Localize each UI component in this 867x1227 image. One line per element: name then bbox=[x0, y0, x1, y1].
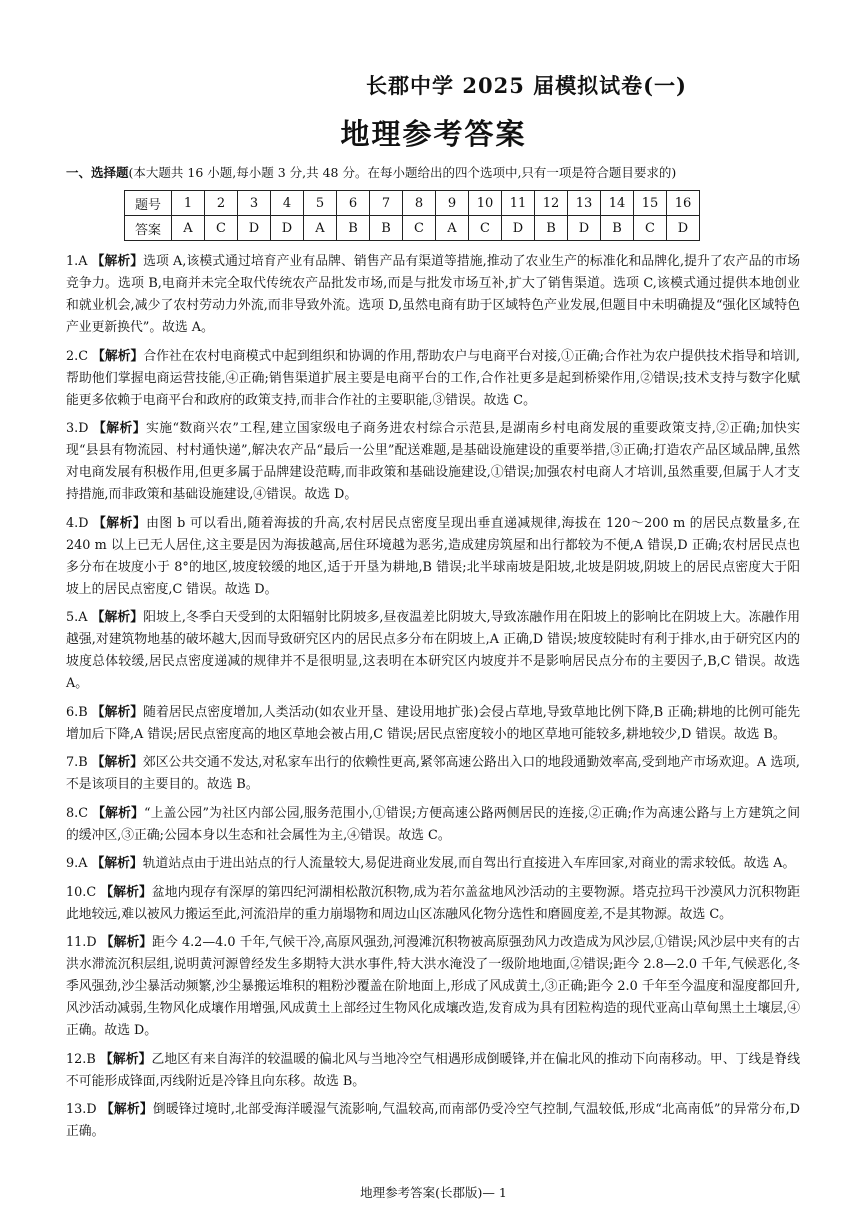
answer-cell: B bbox=[535, 216, 568, 241]
question-number-cell: 9 bbox=[436, 191, 469, 216]
answer-cell: B bbox=[370, 216, 403, 241]
question-number-cell: 6 bbox=[337, 191, 370, 216]
section-label: 一、选择题 bbox=[66, 165, 129, 180]
item-text: 轨道站点由于进出站点的行人流量较大,易促进商业发展,而自驾出行直接进入车库回家,对商业的需求较低。故选 A。 bbox=[142, 856, 796, 871]
question-number-cell: 3 bbox=[238, 191, 271, 216]
explanation-item bbox=[66, 418, 800, 506]
explanation-item bbox=[66, 251, 800, 339]
item-number: 2.C bbox=[66, 348, 89, 364]
question-number-cell: 10 bbox=[469, 191, 502, 216]
answer-cell: D bbox=[271, 216, 304, 241]
item-text: 合作社在农村电商模式中起到组织和协调的作用,帮助农户与电商平台对接,①正确;合作社为农户提供技术指导和培训,帮助他们掌握电商运营技能,④正确;销售渠道扩展主要是电商平台的工作,合作社更多是起到桥梁作用,②错误;技术支持与数字化赋能更多依赖于电商平台和政府的政策支持,而非合作社的主要职能,③错误。故选 C。 bbox=[66, 348, 800, 408]
explanation-list bbox=[66, 251, 800, 1150]
answer-cell: C bbox=[403, 216, 436, 241]
item-tag: 【解析】 bbox=[92, 348, 144, 364]
explanation-item bbox=[66, 346, 800, 412]
explanation-item bbox=[66, 702, 800, 746]
page-title: 地理参考答案 bbox=[340, 117, 527, 151]
item-text: 由图 b 可以看出,随着海拔的升高,农村居民点密度呈现出垂直递减规律,海拔在 120～200 m 的居民点数量多,在 240 m 以上已无人居住,这主要是因为海拔越高,居住环境越为恶劣,造成建房筑屋和出行都较为不便,A 错误,D 正确;农村居民点也多分布在坡度小于 8°的地区,坡度较缓的地区,适于开垦为耕地,B 错误;北半球南坡是阳坡,北坡是阴坡,阴坡上的居民点密度大于阳坡上的居民点密度,C 错误。故选 D。 bbox=[66, 515, 800, 597]
answer-cell: D bbox=[568, 216, 601, 241]
item-number: 10.C bbox=[66, 884, 97, 900]
item-number: 9.A bbox=[66, 856, 88, 871]
item-number: 6.B bbox=[66, 704, 88, 720]
item-number: 5.A bbox=[66, 610, 88, 625]
row-label-number: 题号 bbox=[125, 191, 172, 216]
item-tag: 【解析】 bbox=[91, 856, 143, 871]
item-tag: 【解析】 bbox=[91, 610, 144, 625]
explanation-item bbox=[66, 513, 800, 601]
item-number: 8.C bbox=[66, 805, 89, 821]
explanation-item bbox=[66, 853, 800, 875]
item-text: 选项 A,该模式通过培育产业有品牌、销售产品有渠道等措施,推动了农业生产的标准化和品牌化,提升了农产品的市场竞争力。选项 B,电商并未完全取代传统农产品批发市场,而是与批发市场互补,扩大了销售渠道。选项 C,该模式通过提供本地创业和就业机会,减少了农村劳动力外流,而非导致外流。选项 D,虽然电商有助于区域特色产业发展,但题目中未明确提及“强化区域特色产业更新换代”。故选 A。 bbox=[66, 254, 801, 335]
item-number: 4.D bbox=[66, 515, 89, 531]
item-tag: 【解析】 bbox=[99, 1051, 152, 1067]
item-text: 倒暖锋过境时,北部受海洋暖湿气流影响,气温较高,而南部仍受冷空气控制,气温较低,形成“北高南低”的异常分布,D 正确。 bbox=[66, 1102, 800, 1139]
item-text: “上盖公园”为社区内部公园,服务范围小,①错误;方便高速公路两侧居民的连接,②正确;作为高速公路与上方建筑之间的缓冲区,③正确;公园本身以生态和社会属性为主,④错误。故选 C。 bbox=[66, 805, 800, 843]
exam-subtitle: 长郡中学 2025 届模拟试卷(一) bbox=[366, 73, 687, 98]
answer-table-answer-row bbox=[125, 216, 700, 241]
item-number: 1.A bbox=[66, 254, 88, 269]
explanation-item bbox=[66, 932, 800, 1042]
question-number-cell: 13 bbox=[568, 191, 601, 216]
explanation-item bbox=[66, 1099, 800, 1143]
question-number-cell: 1 bbox=[172, 191, 205, 216]
item-text: 实施“数商兴农”工程,建立国家级电子商务进农村综合示范县,是湖南乡村电商发展的重要政策支持,②正确;加快实现“县县有物流园、村村通快递”,解决农产品“最后一公里”配送难题,是基础设施建设的重要举措,③正确;打造农产品区域品牌,虽然对电商发展有积极作用,但更多属于品牌建设范畴,而非政策和基础设施建设,①错误;加强农村电商人才培训,虽然重要,但属于人才支持措施,而非政策和基础设施建设,④错误。故选 D。 bbox=[66, 421, 800, 502]
item-tag: 【解析】 bbox=[100, 884, 152, 900]
question-number-cell: 8 bbox=[403, 191, 436, 216]
explanation-item bbox=[66, 1049, 800, 1093]
answer-cell: B bbox=[601, 216, 634, 241]
item-number: 12.B bbox=[66, 1051, 96, 1067]
item-number: 13.D bbox=[66, 1102, 97, 1117]
answer-cell: D bbox=[667, 216, 700, 241]
explanation-item bbox=[66, 752, 800, 796]
item-number: 11.D bbox=[66, 935, 97, 950]
answer-cell: A bbox=[436, 216, 469, 241]
item-tag: 【解析】 bbox=[93, 515, 147, 531]
item-tag: 【解析】 bbox=[91, 704, 144, 720]
question-number-cell: 15 bbox=[634, 191, 667, 216]
answer-cell: B bbox=[337, 216, 370, 241]
answer-table bbox=[124, 190, 700, 241]
answer-cell: D bbox=[502, 216, 535, 241]
item-text: 随着居民点密度增加,人类活动(如农业开垦、建设用地扩张)会侵占草地,导致草地比例下降,B 正确;耕地的比例可能先增加后下降,A 错误;居民点密度高的地区草地会被占用,C 错误;居民点密度较小的地区草地可能较多,耕地较少,D 错误。故选 B。 bbox=[66, 704, 800, 742]
item-tag: 【解析】 bbox=[91, 755, 143, 770]
explanation-item bbox=[66, 882, 800, 926]
answer-cell: A bbox=[172, 216, 205, 241]
question-number-cell: 7 bbox=[370, 191, 403, 216]
item-text: 距今 4.2—4.0 千年,气候干冷,高原风强劲,河漫滩沉积物被高原强劲风力改造成为风沙层,①错误;风沙层中夹有的古洪水滞流沉积层组,说明黄河源曾经发生多期特大洪水事件,特大洪水淹没了一级阶地地面,②错误;距今 2.8—2.0 千年,气候恶化,冬季风强劲,沙尘暴活动频繁,沙尘暴搬运堆积的粗粉沙覆盖在阶地面上,形成了风成黄土,③正确;距今 2.0 千年至今温度和湿度都回升,风沙活动减弱,生物风化成壤作用增强,风成黄土上部经过生物风化成壤改造,发育成为具有团粒构造的现代亚高山草甸黑土土壤层,④正确。故选 D。 bbox=[66, 935, 801, 1038]
explanation-item bbox=[66, 803, 800, 847]
item-tag: 【解析】 bbox=[92, 805, 145, 821]
page-footer: 地理参考答案(长郡版)— 1 bbox=[360, 1185, 507, 1200]
item-text: 盆地内现存有深厚的第四纪河湖相松散沉积物,成为若尔盖盆地风沙活动的主要物源。塔克拉玛干沙漠风力沉积物距此地较远,难以被风力搬运至此,河流沿岸的重力崩塌物和周边山区冻融风化物分选性和磨圆度差,不是其物源。故选 C。 bbox=[66, 884, 800, 922]
question-number-cell: 4 bbox=[271, 191, 304, 216]
answer-cell: C bbox=[205, 216, 238, 241]
item-text: 郊区公共交通不发达,对私家车出行的依赖性更高,紧邻高速公路出入口的地段通勤效率高,受到地产市场欢迎。A 选项,不是该项目的主要目的。故选 B。 bbox=[66, 755, 800, 792]
answer-cell: A bbox=[304, 216, 337, 241]
section-instruction: (本大题共 16 小题,每小题 3 分,共 48 分。在每小题给出的四个选项中,只有一项是符合题目要求的) bbox=[128, 165, 677, 180]
answer-cell: C bbox=[634, 216, 667, 241]
question-number-cell: 2 bbox=[205, 191, 238, 216]
item-tag: 【解析】 bbox=[100, 935, 153, 950]
section-heading bbox=[66, 163, 846, 181]
explanation-item bbox=[66, 607, 800, 695]
question-number-cell: 16 bbox=[667, 191, 700, 216]
answer-table-number-row bbox=[125, 191, 700, 216]
question-number-cell: 11 bbox=[502, 191, 535, 216]
row-label-answer: 答案 bbox=[125, 216, 172, 241]
question-number-cell: 14 bbox=[601, 191, 634, 216]
answer-cell: D bbox=[238, 216, 271, 241]
item-text: 阳坡上,冬季白天受到的太阳辐射比阴坡多,昼夜温差比阴坡大,导致冻融作用在阳坡上的影响比在阴坡上大。冻融作用越强,对建筑物地基的破坏越大,因而导致研究区内的居民点多分布在阴坡上,A 正确,D 错误;坡度较陡时有利于排水,由于研究区内的坡度总体较缓,居民点密度递减的规律并不是很明显,这表明在本研究区内坡度并不是影响居民点分布的主要因子,B,C 错误。故选 A。 bbox=[66, 610, 800, 691]
item-number: 7.B bbox=[66, 755, 88, 770]
item-tag: 【解析】 bbox=[91, 254, 144, 269]
item-tag: 【解析】 bbox=[93, 421, 146, 436]
question-number-cell: 5 bbox=[304, 191, 337, 216]
item-text: 乙地区有来自海洋的较温暖的偏北风与当地冷空气相遇形成倒暖锋,并在偏北风的推动下向南移动。甲、丁线是脊线不可能形成锋面,丙线附近是冷锋且向东移。故选 B。 bbox=[66, 1051, 800, 1089]
item-tag: 【解析】 bbox=[100, 1102, 153, 1117]
question-number-cell: 12 bbox=[535, 191, 568, 216]
item-number: 3.D bbox=[66, 421, 89, 436]
answer-cell: C bbox=[469, 216, 502, 241]
